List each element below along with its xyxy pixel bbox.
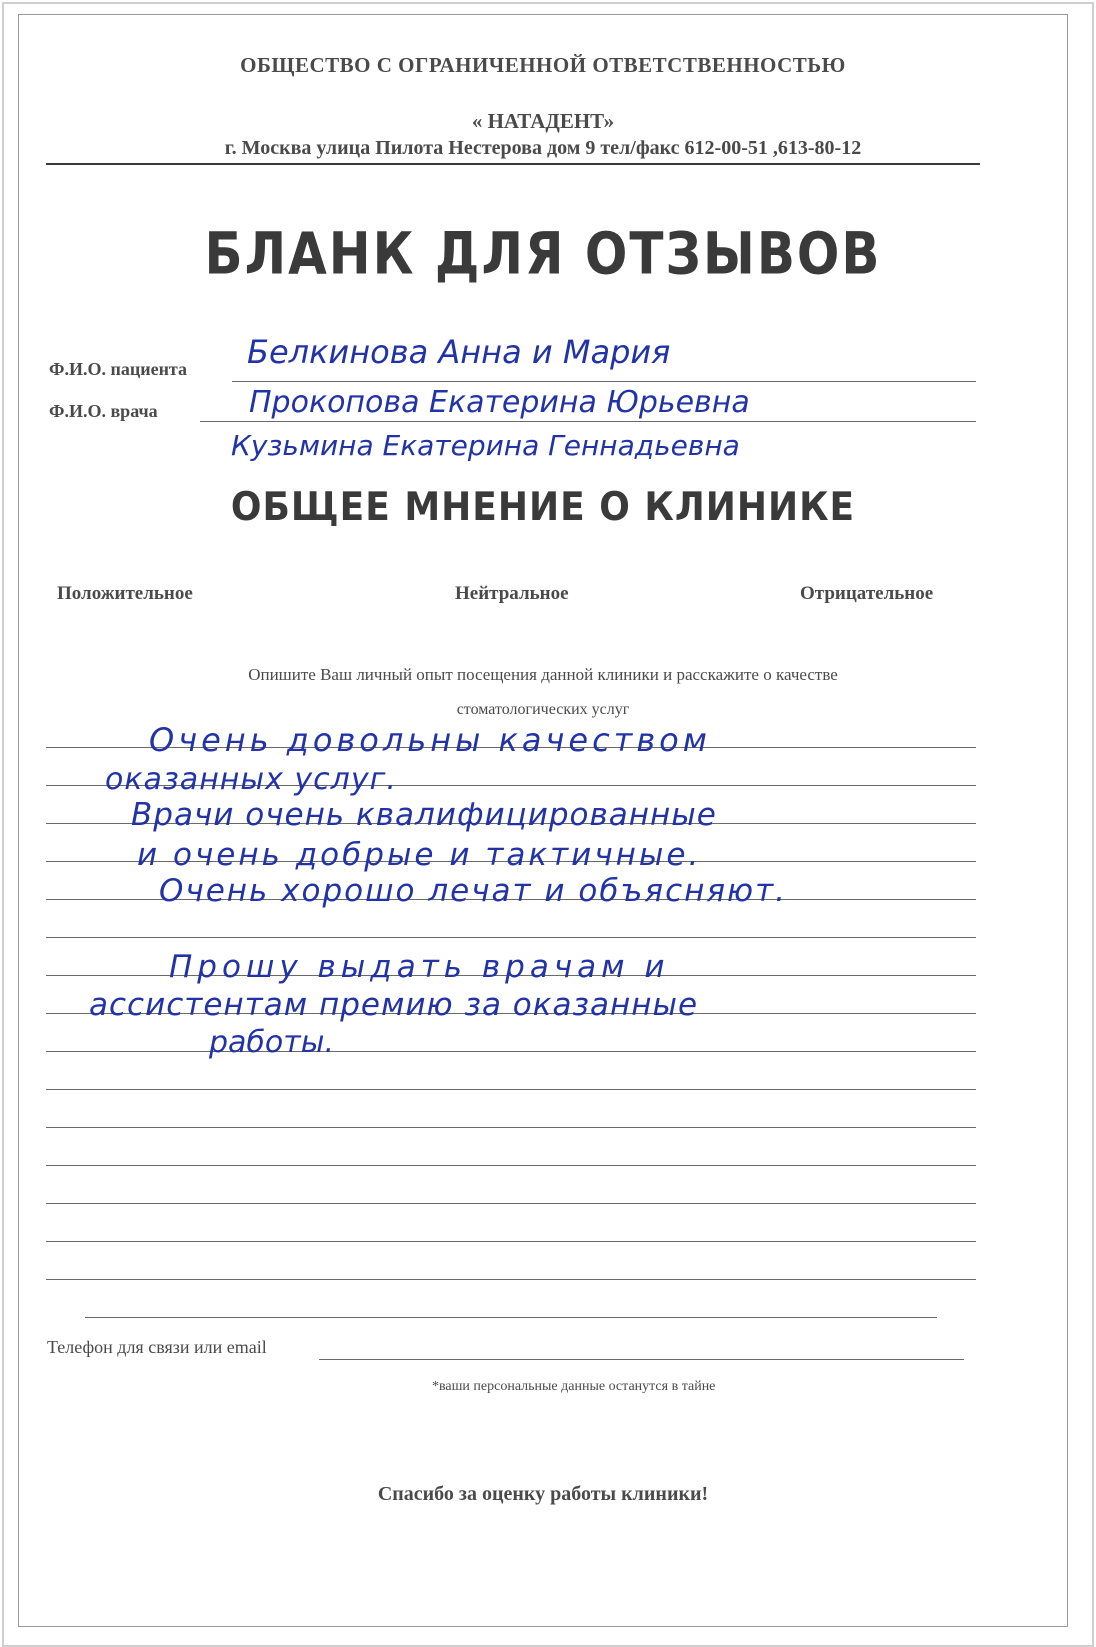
review-text-line: ассистентам премию за оказанные [89,987,699,1023]
patient-name-line [232,381,976,382]
opinion-positive[interactable]: Положительное [57,583,193,604]
opinion-neutral[interactable]: Нейтральное [455,583,569,604]
contact-field[interactable] [319,1333,964,1360]
opinion-heading: ОБЩЕЕ МНЕНИЕ О КЛИНИКЕ [230,484,856,531]
header-divider [46,163,980,165]
review-rule [46,1051,976,1052]
prompt-line-2: стоматологических услуг [456,701,630,718]
review-rule [46,1165,976,1166]
contact-label: Телефон для связи или email [47,1337,267,1357]
opinion-negative[interactable]: Отрицательное [800,583,934,604]
doctor-name-line [200,421,976,422]
review-rule [46,1279,976,1280]
review-text-line: оказанных услуг. [105,762,397,797]
review-text-line: работы. [209,1025,334,1060]
prompt-line-1: Опишите Ваш личный опыт посещения данной клиники и расскажите о качестве [248,665,838,684]
review-text-line: и очень добрые и тактичные. [137,837,702,873]
feedback-form [18,14,1068,1627]
review-text-line: Врачи очень квалифицированные [131,797,717,833]
review-rule [46,1203,976,1204]
review-text-line: Очень довольны качеством [149,721,711,759]
review-rule [85,1317,937,1318]
company-type: ОБЩЕСТВО С ОГРАНИЧЕННОЙ ОТВЕТСТВЕННОСТЬЮ [240,53,846,77]
doctor-label: Ф.И.О. врача [49,401,158,421]
review-text-line: Очень хорошо лечат и объясняют. [159,873,788,909]
doctor-name-value-1: Прокопова Екатерина Юрьевна [249,385,750,420]
doctor-name-value-2: Кузьмина Екатерина Геннадьевна [231,429,740,462]
form-title: БЛАНК ДЛЯ ОТЗЫВОВ [204,220,882,288]
review-rule [46,1127,976,1128]
privacy-note: *ваши персональные данные останутся в тайне [432,1379,716,1394]
company-name: « НАТАДЕНТ» [471,109,615,133]
patient-label: Ф.И.О. пациента [49,359,187,379]
thanks-text: Спасибо за оценку работы клиники! [377,1483,709,1505]
review-text-line: Прошу выдать врачам и [169,949,670,985]
review-rule [46,1089,976,1090]
review-rule [46,1241,976,1242]
company-address: г. Москва улица Пилота Нестерова дом 9 тел/факс 612-00-51 ,613-80-12 [224,137,862,159]
patient-name-value: Белкинова Анна и Мария [247,333,671,371]
review-rule [46,937,976,938]
